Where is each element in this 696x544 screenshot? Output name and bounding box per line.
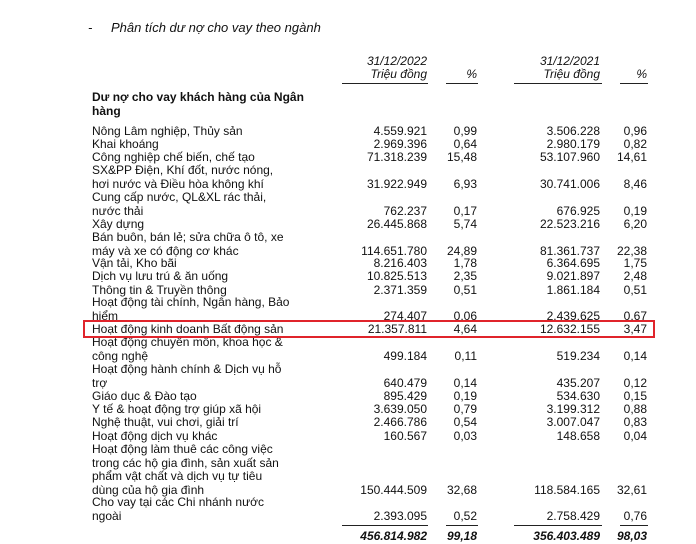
row-label: Bán buôn, bán lẻ; sửa chữa ô tô, xe máy và xe có động cơ khác (92, 230, 284, 258)
row-pct-2022: 0,99 (453, 123, 477, 138)
row-value-2022: 3.639.050 (373, 401, 427, 416)
row-pct-2021: 0,82 (623, 136, 647, 151)
total-value-2021: 356.403.489 (533, 529, 600, 543)
row-value-2022: 114.651.780 (361, 243, 427, 258)
row-value-2021: 1.861.184 (546, 282, 600, 297)
row-pct-2021: 0,14 (623, 348, 647, 363)
col-pct-2022: % (466, 67, 477, 81)
row-value-2021: 3.506.228 (546, 123, 600, 138)
row-pct-2022: 0,79 (453, 401, 477, 416)
row-value-2022: 2.969.396 (373, 136, 427, 151)
row-value-2021: 676.925 (556, 203, 600, 218)
row-pct-2022: 0,06 (453, 308, 477, 323)
row-pct-2022: 0,14 (453, 375, 477, 390)
row-value-2021: 435.207 (556, 375, 600, 390)
row-label: Công nghiệp chế biến, chế tạo (92, 149, 255, 164)
row-pct-2022: 0,54 (453, 414, 477, 429)
row-value-2021: 534.630 (556, 388, 600, 403)
row-label: Cho vay tại các Chi nhánh nước ngoài (92, 495, 264, 523)
row-label: Hoạt động tài chính, Ngân hàng, Bảo hiểm (92, 295, 290, 323)
row-pct-2021: 0,96 (623, 123, 647, 138)
row-label: Thông tin & Truyền thông (92, 282, 227, 297)
row-label: Y tế & hoạt động trợ giúp xã hội (92, 401, 262, 416)
row-label: Hoạt động kinh doanh Bất động sản (92, 321, 284, 336)
total-pct-2022: 99,18 (446, 529, 477, 543)
row-label: Vận tải, Kho bãi (92, 255, 177, 270)
total-rule-pct-2022 (446, 525, 478, 526)
col-unit-2021: Triệu đồng (543, 67, 600, 81)
total-rule-pct-2021 (620, 525, 648, 526)
row-value-2021: 2.758.429 (546, 508, 600, 523)
row-value-2022: 274.407 (383, 308, 427, 323)
row-pct-2022: 0,51 (453, 282, 477, 297)
row-value-2022: 762.237 (383, 203, 427, 218)
row-pct-2021: 6,20 (623, 216, 647, 231)
row-pct-2022: 24,89 (446, 243, 477, 258)
row-value-2021: 2.980.179 (546, 136, 600, 151)
section-title: Dư nợ cho vay khách hàng của Ngân hàng (92, 90, 304, 118)
total-value-2022: 456.814.982 (360, 529, 427, 543)
row-label: Hoạt động chuyên môn, khoa học & công nghệ (92, 335, 283, 363)
row-value-2022: 8.216.403 (373, 255, 427, 270)
row-value-2021: 3.007.047 (546, 414, 600, 429)
row-value-2021: 12.632.155 (539, 321, 600, 336)
row-pct-2021: 3,47 (623, 321, 647, 336)
row-label: Xây dựng (92, 216, 145, 231)
row-pct-2021: 0,51 (623, 282, 647, 297)
row-label: Khai khoáng (92, 136, 159, 151)
row-value-2021: 53.107.960 (539, 149, 600, 164)
row-label: Cung cấp nước, QL&XL rác thải, nước thải (92, 190, 267, 218)
row-value-2022: 2.371.359 (373, 282, 427, 297)
row-value-2022: 10.825.513 (366, 268, 427, 283)
row-pct-2022: 1,78 (453, 255, 477, 270)
row-value-2022: 150.444.509 (360, 482, 427, 497)
row-pct-2021: 0,67 (623, 308, 647, 323)
row-pct-2021: 0,15 (623, 388, 647, 403)
col-unit-2022: Triệu đồng (370, 67, 427, 81)
row-pct-2022: 0,19 (453, 388, 477, 403)
row-value-2022: 4.559.921 (373, 123, 427, 138)
row-value-2021: 9.021.897 (546, 268, 600, 283)
row-value-2021: 519.234 (556, 348, 600, 363)
row-pct-2022: 6,93 (453, 176, 477, 191)
row-pct-2021: 14,61 (616, 149, 647, 164)
row-label: Giáo dục & Đào tạo (92, 388, 197, 403)
row-value-2022: 895.429 (383, 388, 427, 403)
row-value-2021: 148.658 (556, 428, 600, 443)
row-value-2021: 3.199.312 (546, 401, 600, 416)
row-pct-2022: 2,35 (453, 268, 477, 283)
row-label: Hoạt động làm thuê các công việc trong các hộ gia đình, sản xuất sản phẩm vật chất và dịch vụ tự tiêu dùng của hộ gia đình (92, 442, 279, 497)
row-label: SX&PP Điện, Khí đốt, nước nóng, hơi nước và Điều hòa không khí (92, 163, 274, 191)
row-value-2022: 26.445.868 (366, 216, 427, 231)
row-value-2021: 81.361.737 (539, 243, 600, 258)
row-pct-2021: 0,76 (623, 508, 647, 523)
row-value-2022: 160.567 (383, 428, 427, 443)
row-pct-2022: 0,17 (453, 203, 477, 218)
row-label: Dịch vụ lưu trú & ăn uống (92, 268, 229, 283)
row-pct-2021: 8,46 (623, 176, 647, 191)
total-rule-2021 (514, 525, 602, 526)
col-date-2022: 31/12/2022 (366, 54, 427, 68)
total-rule-2022 (342, 525, 428, 526)
row-value-2022: 71.318.239 (366, 149, 427, 164)
row-pct-2021: 0,88 (623, 401, 647, 416)
row-value-2022: 21.357.811 (367, 321, 427, 336)
row-pct-2021: 22,38 (616, 243, 647, 258)
row-pct-2022: 0,52 (453, 508, 477, 523)
row-pct-2021: 0,12 (623, 375, 647, 390)
row-value-2022: 499.184 (383, 348, 427, 363)
row-value-2022: 640.479 (383, 375, 427, 390)
row-value-2021: 22.523.216 (539, 216, 600, 231)
row-value-2021: 6.364.695 (546, 255, 600, 270)
row-label: Hoạt động dịch vụ khác (92, 428, 218, 443)
row-pct-2021: 32,61 (616, 482, 647, 497)
row-pct-2022: 0,03 (453, 428, 477, 443)
row-pct-2021: 1,75 (623, 255, 647, 270)
col-pct-2021: % (636, 67, 647, 81)
heading-title: Phân tích dư nợ cho vay theo ngành (111, 20, 321, 35)
row-value-2021: 118.584.165 (534, 482, 600, 497)
row-pct-2022: 32,68 (446, 482, 477, 497)
row-label: Nghệ thuật, vui chơi, giải trí (92, 414, 239, 429)
heading-dash: - (88, 20, 93, 35)
total-pct-2021: 98,03 (616, 529, 647, 543)
row-value-2022: 2.466.786 (373, 414, 427, 429)
row-label: Hoạt động hành chính & Dịch vụ hỗ trợ (92, 362, 282, 390)
row-pct-2021: 0,04 (623, 428, 647, 443)
row-value-2021: 30.741.006 (539, 176, 600, 191)
highlight-box (83, 320, 655, 338)
row-pct-2021: 0,83 (623, 414, 647, 429)
row-label: Nông Lâm nghiệp, Thủy sản (92, 123, 243, 138)
row-pct-2022: 0,11 (454, 348, 477, 363)
row-pct-2022: 5,74 (453, 216, 477, 231)
row-pct-2021: 2,48 (623, 268, 647, 283)
row-pct-2022: 15,48 (446, 149, 477, 164)
row-value-2022: 2.393.095 (373, 508, 427, 523)
row-pct-2022: 0,64 (453, 136, 477, 151)
col-date-2021: 31/12/2021 (539, 54, 600, 68)
row-pct-2022: 4,64 (453, 321, 477, 336)
row-value-2022: 31.922.949 (366, 176, 427, 191)
row-pct-2021: 0,19 (623, 203, 647, 218)
row-value-2021: 2.439.625 (546, 308, 600, 323)
